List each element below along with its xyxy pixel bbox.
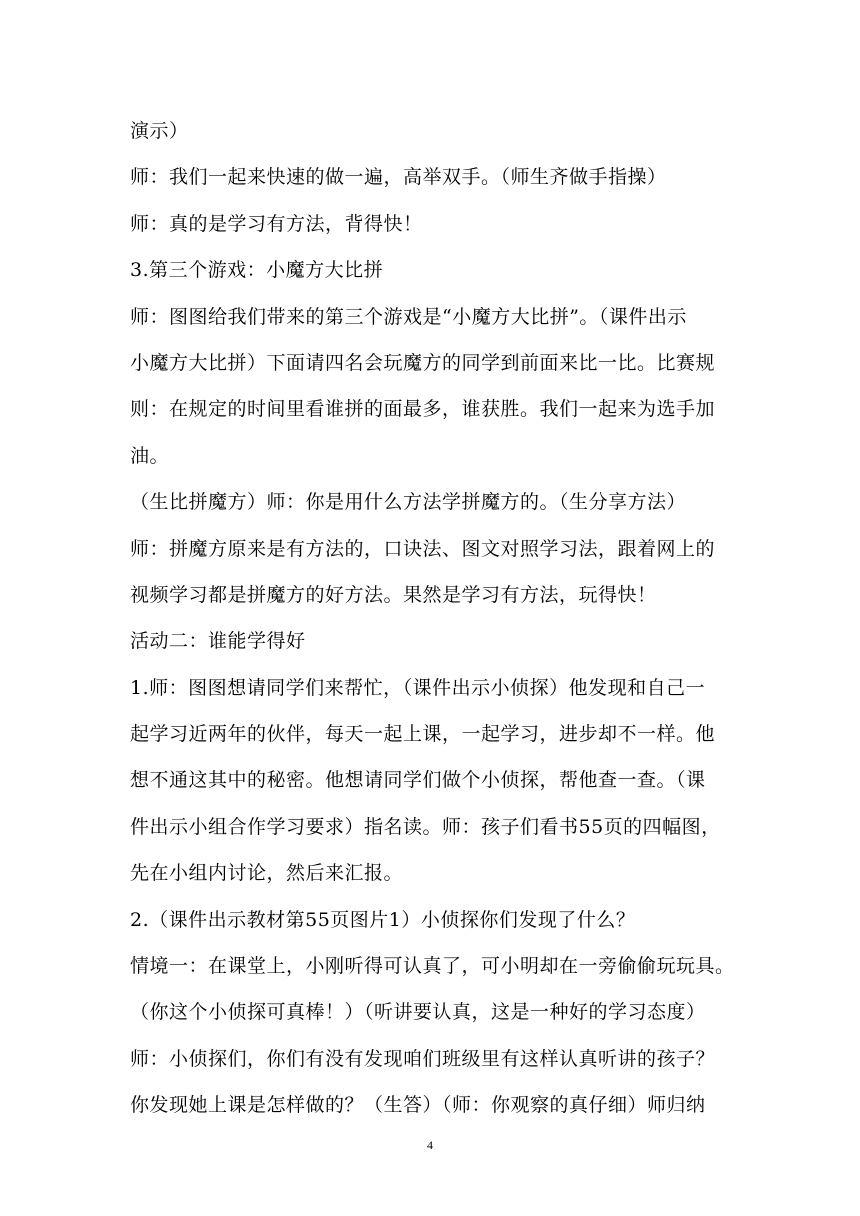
text-line: 1.师：图图想请同学们来帮忙，（课件出示小侦探）他发现和自己一: [130, 676, 706, 699]
text-line: 情境一：在课堂上，小刚听得可认真了，可小明却在一旁偷偷玩玩具。: [130, 955, 735, 978]
text-line: 师：我们一起来快速的做一遍，高举双手。（师生齐做手指操）: [130, 166, 667, 189]
text-line: 起学习近两年的伙伴，每天一起上课，一起学习，进步却不一样。他: [130, 723, 716, 746]
text-line: 则：在规定的时间里看谁拼的面最多，谁获胜。我们一起来为选手加: [130, 398, 716, 421]
text-line: 小魔方大比拼）下面请四名会玩魔方的同学到前面来比一比。比赛规: [130, 351, 716, 374]
text-line: 2.（课件出示教材第55页图片1）小侦探你们发现了什么？: [130, 908, 636, 931]
text-line: 想不通这其中的秘密。他想请同学们做个小侦探，帮他查一查。（课: [130, 769, 706, 792]
text-line: 师：图图给我们带来的第三个游戏是“小魔方大比拼”。（课件出示: [130, 305, 687, 328]
text-line: 件出示小组合作学习要求）指名读。师：孩子们看书55页的四幅图，: [130, 815, 721, 838]
text-line: 你发现她上课是怎样做的？（生答）（师：你观察的真仔细）师归纳: [130, 1094, 706, 1117]
text-line: （生比拼魔方）师：你是用什么方法学拼魔方的。（生分享方法）: [130, 491, 687, 514]
text-line: 师：拼魔方原来是有方法的，口诀法、图文对照学习法，跟着网上的: [130, 537, 716, 560]
text-line: 演示）: [130, 120, 189, 142]
section-heading: 3.第三个游戏：小魔方大比拼: [130, 259, 384, 282]
text-line: 师：真的是学习有方法，背得快！: [130, 212, 423, 235]
text-line: 师：小侦探们，你们有没有发现咱们班级里有这样认真听讲的孩子？: [130, 1047, 716, 1070]
text-line: 油。: [130, 444, 170, 467]
text-line: （你这个小侦探可真棒！）（听讲要认真，这是一种好的学习态度）: [130, 1001, 706, 1024]
body-text: [130, 108, 735, 1129]
text-line: 视频学习都是拼魔方的好方法。果然是学习有方法，玩得快！: [130, 583, 657, 606]
page-number: 4: [427, 1138, 433, 1152]
text-line: 先在小组内讨论，然后来汇报。: [130, 862, 404, 885]
section-heading: 活动二：谁能学得好: [130, 630, 306, 653]
